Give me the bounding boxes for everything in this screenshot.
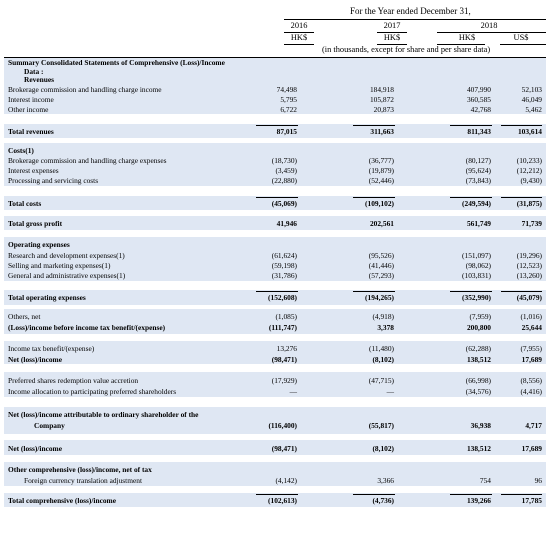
- year-2018: 2018: [480, 21, 498, 30]
- table-row: [0, 240, 550, 250]
- row-label: General and administrative expenses(1): [8, 271, 126, 280]
- total-underline: [353, 291, 395, 292]
- row-value: 202,561: [369, 219, 394, 228]
- row-value: 13,276: [276, 344, 297, 353]
- row-label: Processing and servicing costs: [8, 176, 99, 185]
- row-label: Interest income: [8, 95, 54, 104]
- row-label: Revenues: [24, 75, 54, 84]
- row-label: Total comprehensive (loss)/income: [8, 496, 116, 505]
- row-label: Other income: [8, 105, 49, 114]
- row-value: (9,430): [520, 176, 542, 185]
- total-underline: [501, 291, 542, 292]
- period-header: For the Year ended December 31,: [350, 6, 471, 16]
- row-value: (109,102): [365, 199, 394, 208]
- row-label: Others, net: [8, 312, 41, 321]
- row-value: (8,102): [372, 444, 394, 453]
- row-value: (31,786): [271, 271, 297, 280]
- row-label: Interest expenses: [8, 166, 59, 175]
- table-row: [0, 465, 550, 475]
- row-value: (98,471): [271, 444, 297, 453]
- row-label: (Loss)/income before income tax benefit/(expense): [8, 323, 166, 332]
- row-value: 5,795: [280, 95, 297, 104]
- total-underline: [450, 291, 492, 292]
- table-row: [0, 410, 550, 420]
- row-value: (249,594): [462, 199, 491, 208]
- row-value: 17,689: [521, 444, 542, 453]
- row-value: (22,880): [271, 176, 297, 185]
- row-value: 5,462: [525, 105, 542, 114]
- row-value: 17,689: [521, 355, 542, 364]
- row-value: (66,998): [465, 376, 491, 385]
- row-value: (3,459): [275, 166, 297, 175]
- row-label: Summary Consolidated Statements of Comprehensive (Loss)/Income: [8, 58, 225, 67]
- currency-2018-usd: US$: [513, 33, 529, 42]
- row-label: Data :: [24, 67, 44, 76]
- row-label: Income allocation to participating preferred shareholders: [8, 387, 177, 396]
- row-value: (41,446): [368, 261, 394, 270]
- row-value: 200,800: [466, 323, 491, 332]
- row-value: (352,990): [462, 293, 491, 302]
- table-row: [0, 219, 550, 229]
- total-underline: [256, 291, 298, 292]
- total-underline: [353, 197, 395, 198]
- row-value: (103,831): [462, 271, 491, 280]
- row-value: (11,480): [369, 344, 394, 353]
- row-value: 96: [534, 476, 542, 485]
- row-value: (4,416): [520, 387, 542, 396]
- table-row: [0, 105, 550, 115]
- row-label: Selling and marketing expenses(1): [8, 261, 111, 270]
- row-value: (73,843): [465, 176, 491, 185]
- row-value: (1,016): [520, 312, 542, 321]
- row-value: (18,730): [271, 156, 297, 165]
- row-value: (4,142): [275, 476, 297, 485]
- row-label: Brokerage commission and handling charge income: [8, 85, 162, 94]
- row-value: 754: [479, 476, 491, 485]
- row-value: 46,049: [521, 95, 542, 104]
- table-row: [0, 156, 550, 166]
- row-value: (98,062): [465, 261, 491, 270]
- row-value: 41,946: [276, 219, 297, 228]
- row-label: Research and development expenses(1): [8, 251, 125, 260]
- row-label: Total operating expenses: [8, 293, 86, 302]
- row-value: (80,127): [465, 156, 491, 165]
- row-value: 17,785: [521, 496, 542, 505]
- row-value: (1,085): [275, 312, 297, 321]
- row-label: Net (loss)/income: [8, 444, 62, 453]
- row-value: 139,266: [466, 496, 491, 505]
- row-value: (34,576): [465, 387, 491, 396]
- row-value: (31,875): [516, 199, 542, 208]
- row-value: (7,955): [520, 344, 542, 353]
- total-underline: [353, 125, 395, 126]
- row-value: 36,938: [470, 421, 491, 430]
- table-row: [0, 344, 550, 354]
- table-row: [0, 251, 550, 261]
- row-value: (57,293): [368, 271, 394, 280]
- total-underline: [256, 197, 298, 198]
- row-label: Total costs: [8, 199, 42, 208]
- row-value: (45,079): [516, 293, 542, 302]
- row-label: Costs(1): [8, 146, 34, 155]
- total-underline: [256, 125, 298, 126]
- row-value: (7,959): [469, 312, 491, 321]
- row-value: 52,103: [521, 85, 542, 94]
- row-value: 311,663: [370, 127, 394, 136]
- row-label: Brokerage commission and handling charge expenses: [8, 156, 167, 165]
- row-value: 42,768: [470, 105, 491, 114]
- row-value: (151,097): [462, 251, 491, 260]
- row-value: (116,400): [268, 421, 297, 430]
- row-value: 138,512: [466, 355, 491, 364]
- row-value: (13,260): [516, 271, 542, 280]
- table-row: [0, 312, 550, 322]
- row-value: 105,872: [369, 95, 394, 104]
- table-row: [0, 166, 550, 176]
- table-row: [0, 355, 550, 365]
- table-row: [0, 146, 550, 156]
- row-value: 3,378: [377, 323, 394, 332]
- row-label: Other comprehensive (loss)/income, net of tax: [8, 465, 152, 474]
- row-value: (55,817): [368, 421, 394, 430]
- row-value: 407,990: [466, 85, 491, 94]
- row-value: (95,624): [465, 166, 491, 175]
- row-value: (152,608): [268, 293, 297, 302]
- currency-2016: HK$: [290, 33, 308, 42]
- total-underline: [501, 197, 542, 198]
- row-value: (36,777): [368, 156, 394, 165]
- row-value: (4,736): [372, 496, 394, 505]
- year-2016: 2016: [290, 21, 308, 30]
- total-underline: [450, 494, 492, 495]
- units-note: (in thousands, except for share and per share data): [322, 45, 491, 54]
- row-label: Operating expenses: [8, 240, 70, 249]
- row-label: Net (loss)/income attributable to ordinary shareholder of the: [8, 410, 199, 419]
- row-value: (102,613): [268, 496, 297, 505]
- row-value: 3,366: [377, 476, 394, 485]
- row-value: 25,644: [521, 323, 542, 332]
- row-label: Total gross profit: [8, 219, 63, 228]
- year-2017: 2017: [383, 21, 401, 30]
- row-value: 4,717: [525, 421, 542, 430]
- table-row: [0, 496, 550, 506]
- row-value: 138,512: [466, 444, 491, 453]
- row-value: 74,498: [276, 85, 297, 94]
- row-value: 6,722: [280, 105, 297, 114]
- row-value: (62,288): [465, 344, 491, 353]
- row-value: 561,749: [466, 219, 491, 228]
- row-value: (194,265): [365, 293, 394, 302]
- table-row: [0, 199, 550, 209]
- table-row: [0, 421, 550, 431]
- row-value: (59,198): [271, 261, 297, 270]
- total-underline: [450, 197, 492, 198]
- row-value: (61,624): [271, 251, 297, 260]
- row-value: (52,446): [368, 176, 394, 185]
- row-value: 103,614: [517, 127, 542, 136]
- row-label: Company: [34, 421, 65, 430]
- table-row: [0, 444, 550, 454]
- total-underline: [450, 125, 492, 126]
- row-value: 87,015: [276, 127, 297, 136]
- row-label: Income tax benefit/(expense): [8, 344, 95, 353]
- table-row: [0, 387, 550, 397]
- table-row: [0, 476, 550, 486]
- total-underline: [501, 494, 542, 495]
- row-value: (8,556): [520, 376, 542, 385]
- table-row: [0, 176, 550, 186]
- total-underline: [353, 494, 395, 495]
- row-value: 71,739: [521, 219, 542, 228]
- row-value: —: [386, 387, 394, 396]
- row-value: (4,918): [372, 312, 394, 321]
- row-value: 811,343: [467, 127, 491, 136]
- table-row: [0, 271, 550, 281]
- row-value: (12,212): [516, 166, 542, 175]
- row-value: (111,747): [268, 323, 297, 332]
- row-value: (19,296): [516, 251, 542, 260]
- row-value: 360,585: [466, 95, 491, 104]
- table-row: [0, 376, 550, 386]
- table-row: [0, 261, 550, 271]
- row-value: (19,879): [368, 166, 394, 175]
- row-label: Net (loss)/income: [8, 355, 62, 364]
- row-value: (45,069): [271, 199, 297, 208]
- row-value: 184,918: [369, 85, 394, 94]
- row-label: Total revenues: [8, 127, 54, 136]
- row-label: Preferred shares redemption value accretion: [8, 376, 139, 385]
- currency-2017: HK$: [383, 33, 401, 42]
- table-row: [0, 85, 550, 95]
- table-row: [0, 127, 550, 137]
- row-value: (17,929): [271, 376, 297, 385]
- table-row: [0, 75, 550, 85]
- total-underline: [256, 494, 298, 495]
- row-value: (10,233): [516, 156, 542, 165]
- currency-2018-hkd: HK$: [458, 33, 476, 42]
- total-underline: [501, 125, 542, 126]
- row-value: (47,715): [368, 376, 394, 385]
- table-row: [0, 293, 550, 303]
- row-value: —: [289, 387, 297, 396]
- table-row: [0, 323, 550, 333]
- row-value: 20,873: [373, 105, 394, 114]
- row-value: (98,471): [271, 355, 297, 364]
- row-label: Foreign currency translation adjustment: [24, 476, 143, 485]
- row-value: (95,526): [368, 251, 394, 260]
- table-row: [0, 95, 550, 105]
- row-value: (8,102): [372, 355, 394, 364]
- row-value: (12,523): [516, 261, 542, 270]
